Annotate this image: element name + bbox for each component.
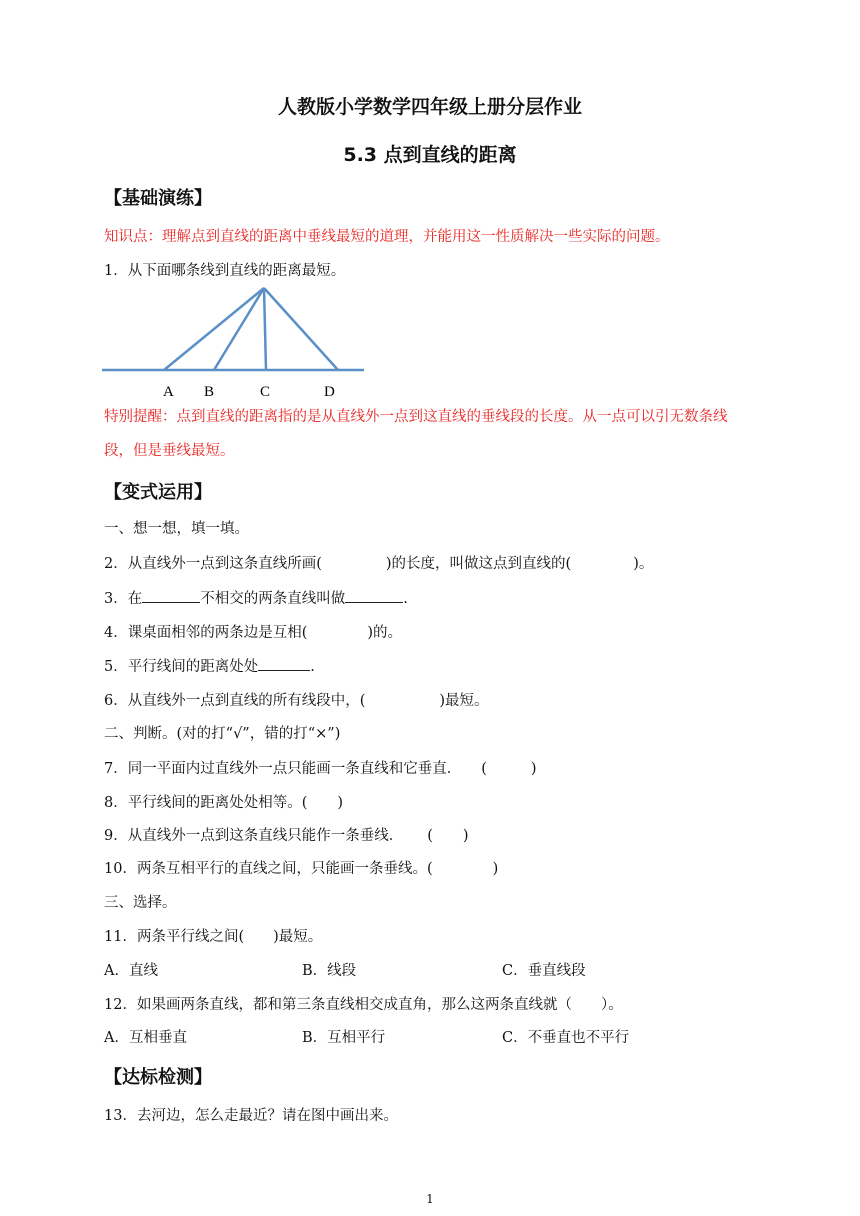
question-2-text-a: 2．从直线外一点到这条直线所画( xyxy=(104,556,322,572)
question-5 xyxy=(104,655,315,676)
question-12-option-a[interactable]: A．互相垂直 xyxy=(104,1030,187,1046)
segment-d xyxy=(264,288,338,370)
question-7-text-a: 7．同一平面内过直线外一点只能画一条直线和它垂直． xyxy=(104,761,462,777)
label-d: D xyxy=(324,384,335,400)
question-4-text-b: )的。 xyxy=(367,625,403,641)
question-9-text-c: ) xyxy=(462,828,469,844)
question-3-text-c: . xyxy=(403,591,408,607)
answer-blank-5[interactable] xyxy=(258,656,310,671)
question-6-text-b: )最短。 xyxy=(439,693,489,709)
section-basic-heading: 【基础演练】 xyxy=(104,188,212,209)
question-2 xyxy=(104,552,653,573)
knowledge-point: 知识点：理解点到直线的距离中垂线最短的道理，并能用这一性质解决一些实际的问题。 xyxy=(104,229,670,245)
page-subtitle: 5.3 点到直线的距离 xyxy=(343,144,517,166)
question-5-text-a: 5．平行线间的距离处处 xyxy=(104,659,259,675)
label-a: A xyxy=(163,384,174,400)
segment-a xyxy=(164,288,264,370)
answer-blank-3a[interactable] xyxy=(142,588,200,603)
part-1-heading: 一、想一想，填一填。 xyxy=(104,521,249,537)
question-6 xyxy=(104,689,489,710)
question-11: 11．两条平行线之间( )最短。 xyxy=(104,929,323,945)
question-12-option-b[interactable]: B．互相平行 xyxy=(302,1030,386,1046)
label-c: C xyxy=(260,384,271,400)
question-2-text-b: )的长度，叫做这点到直线的( xyxy=(385,556,572,572)
part-2-heading: 二、判断。(对的打“√”，错的打“×”) xyxy=(104,726,341,742)
question-2-text-c: )。 xyxy=(633,556,654,572)
question-9-text-b: ( xyxy=(427,828,433,844)
question-11-option-a[interactable]: A．直线 xyxy=(104,963,158,979)
question-10-text-a: 10．两条互相平行的直线之间，只能画一条垂线。( xyxy=(104,861,433,877)
section-check-heading: 【达标检测】 xyxy=(104,1067,212,1088)
question-9-text-a: 9．从直线外一点到这条直线只能作一条垂线． xyxy=(104,828,404,844)
question-6-text-a: 6．从直线外一点到直线的所有线段中，( xyxy=(104,693,366,709)
question-7 xyxy=(104,757,537,778)
question-1: 1．从下面哪条线到直线的距离最短。 xyxy=(104,263,346,279)
question-7-text-b: ( xyxy=(481,761,487,777)
reminder-line-1: 特别提醒：点到直线的距离指的是从直线外一点到这直线的垂线段的长度。从一点可以引无数条线 xyxy=(104,409,728,425)
question-12-option-c[interactable]: C．不垂直也不平行 xyxy=(502,1030,630,1046)
question-8-text-a: 8．平行线间的距离处处相等。( xyxy=(104,795,308,811)
page-number: 1 xyxy=(426,1192,434,1206)
question-3-text-b: 不相交的两条直线叫做 xyxy=(200,591,346,607)
segment-b xyxy=(214,288,264,370)
question-12: 12．如果画两条直线，都和第三条直线相交成直角，那么这两条直线就（ ）。 xyxy=(104,997,623,1013)
reminder-line-2: 段，但是垂线最短。 xyxy=(104,443,235,459)
question-5-text-b: . xyxy=(310,659,315,675)
page-title: 人教版小学数学四年级上册分层作业 xyxy=(277,96,582,118)
label-b: B xyxy=(204,384,215,400)
part-3-heading: 三、选择。 xyxy=(104,895,177,911)
question-11-option-c[interactable]: C．垂直线段 xyxy=(502,963,586,979)
question-11-option-b[interactable]: B．线段 xyxy=(302,963,357,979)
section-variant-heading: 【变式运用】 xyxy=(104,482,212,503)
question-8 xyxy=(104,791,343,812)
question-1-figure xyxy=(100,284,370,400)
question-8-text-b: ) xyxy=(337,795,344,811)
question-10 xyxy=(104,857,498,878)
question-9 xyxy=(104,824,469,845)
question-3 xyxy=(104,587,408,608)
answer-blank-3b[interactable] xyxy=(345,588,403,603)
segment-c xyxy=(264,288,266,370)
question-7-text-c: ) xyxy=(530,761,537,777)
question-10-text-b: ) xyxy=(492,861,499,877)
question-4 xyxy=(104,621,402,642)
question-3-text-a: 3．在 xyxy=(104,591,143,607)
question-4-text-a: 4．课桌面相邻的两条边是互相( xyxy=(104,625,308,641)
question-13: 13．去河边，怎么走最近？请在图中画出来。 xyxy=(104,1108,398,1124)
